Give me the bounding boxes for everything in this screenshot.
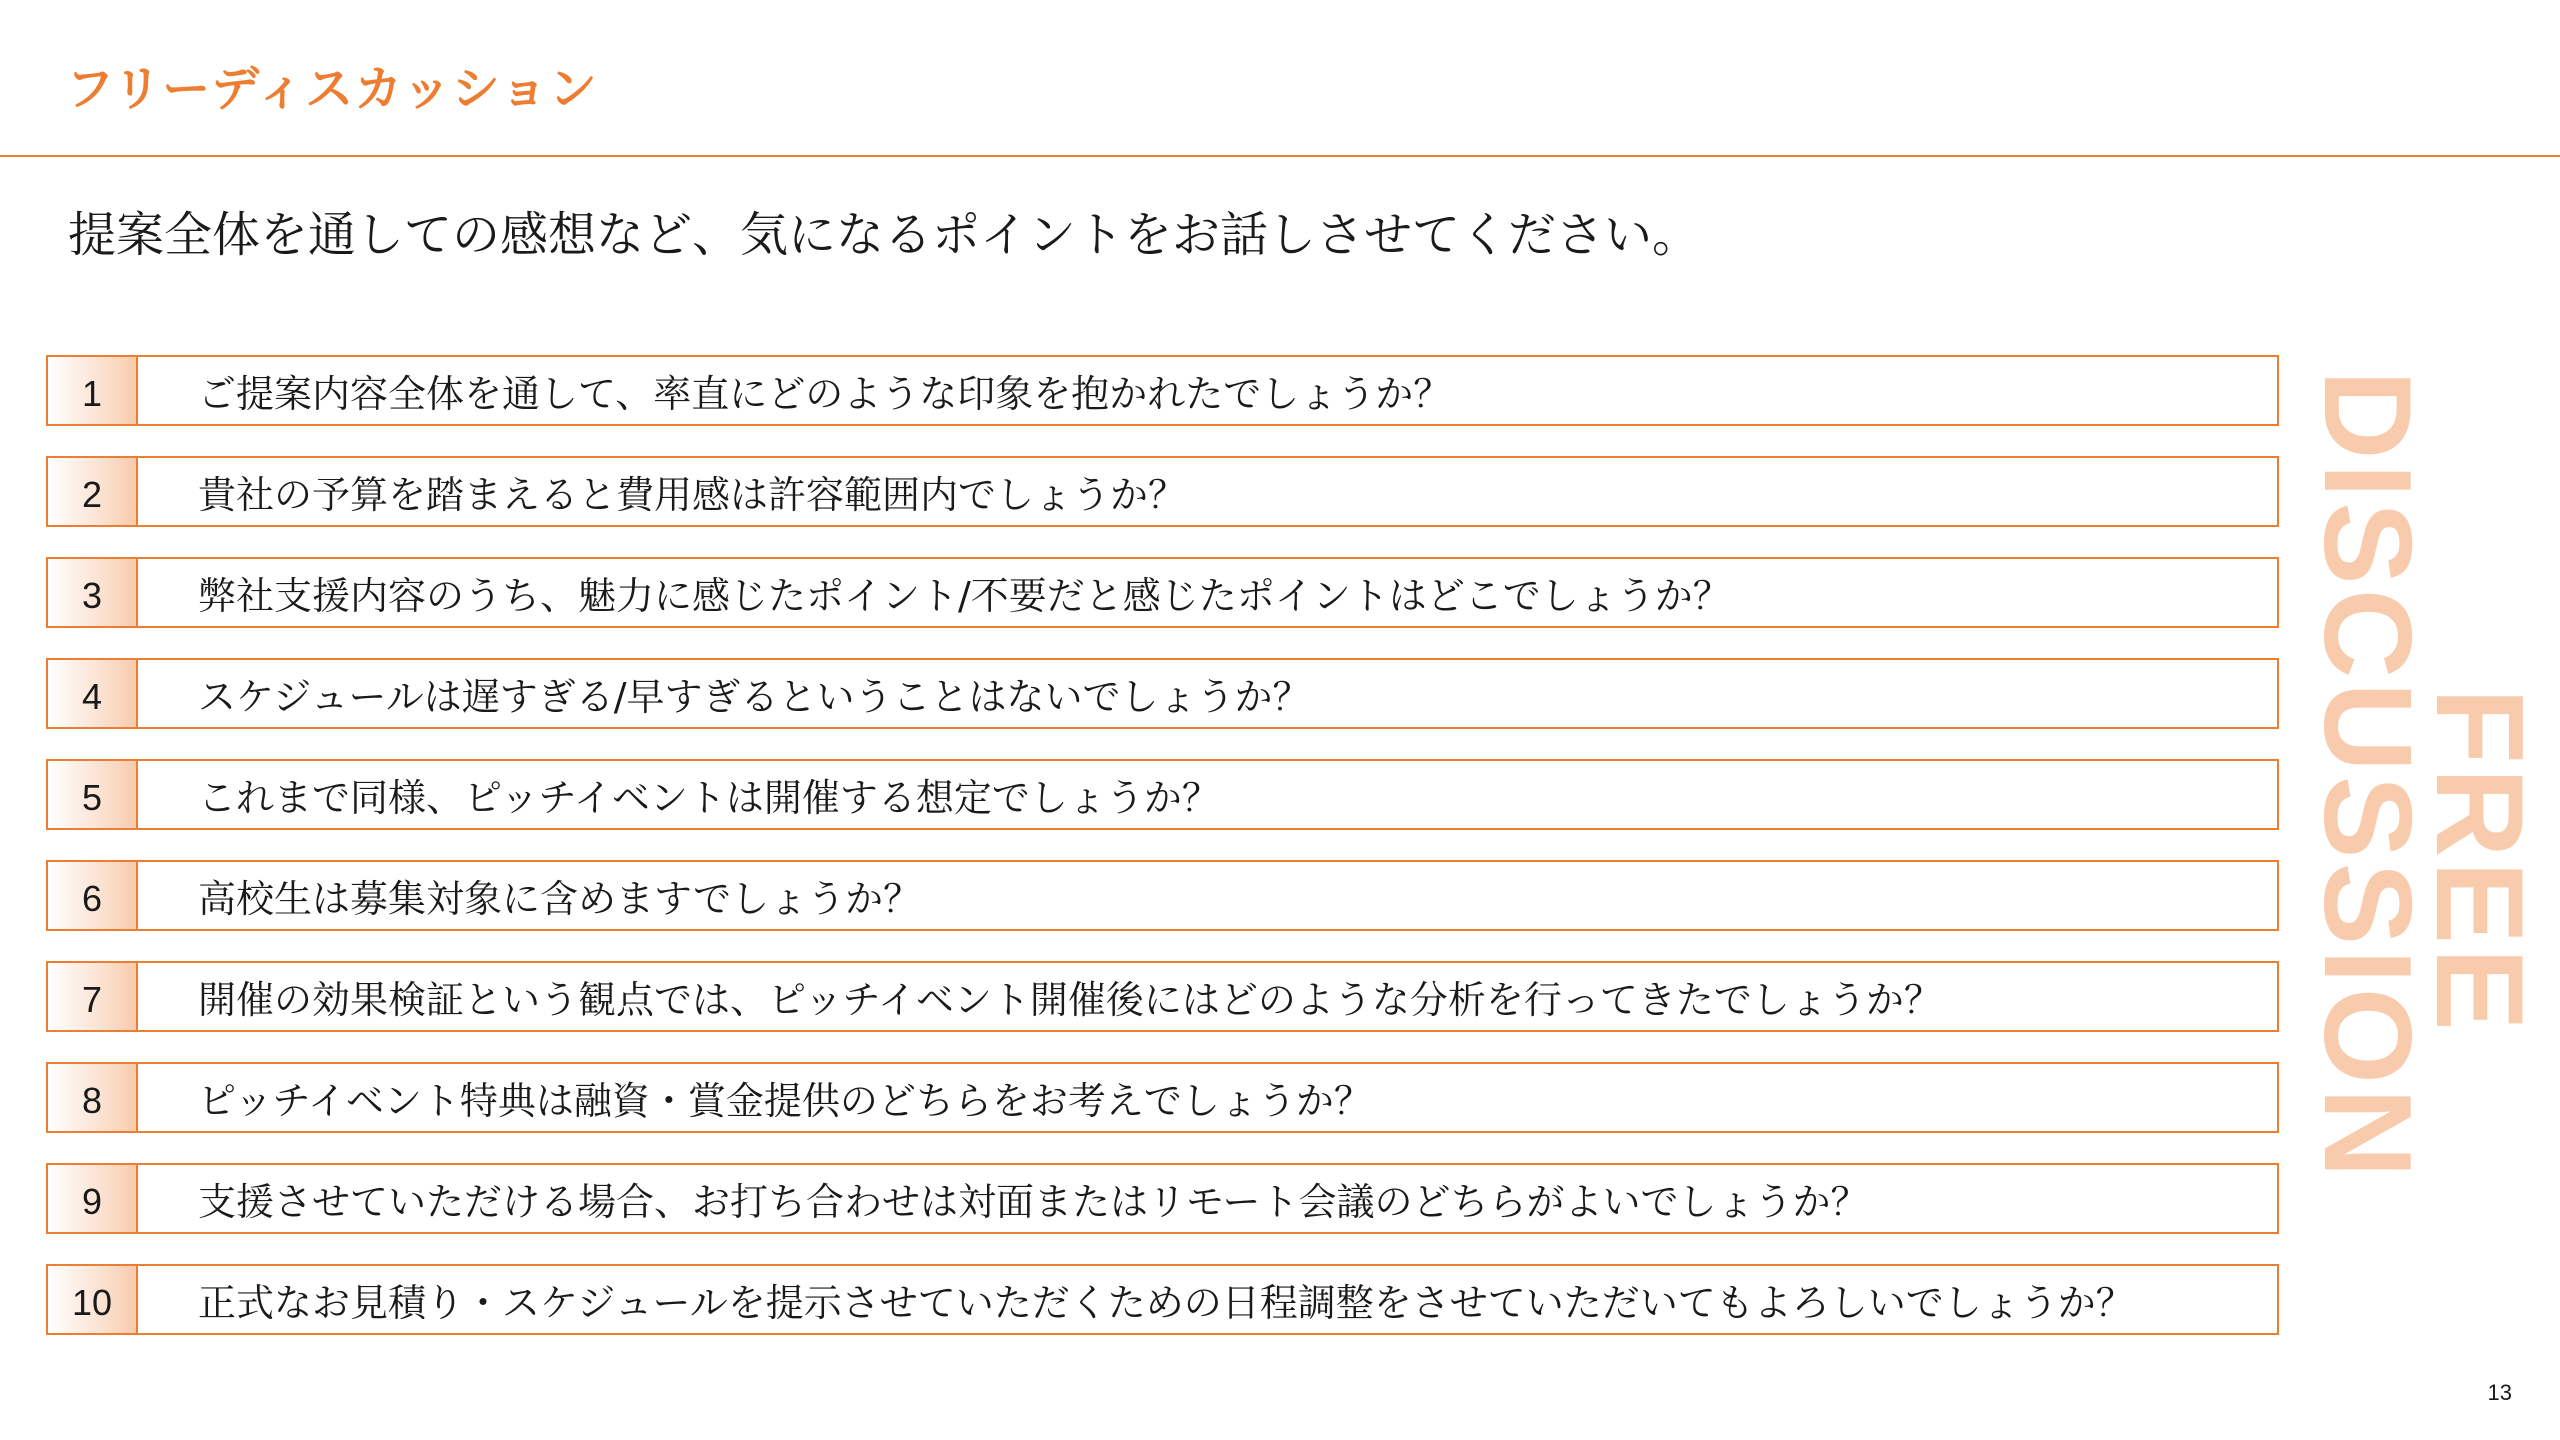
question-number: 1 <box>48 357 138 424</box>
watermark-line-discussion: DISCUSSION <box>2298 370 2436 1182</box>
question-text: これまで同様、ピッチイベントは開催する想定でしょうか？ <box>198 776 1220 820</box>
question-number: 4 <box>48 660 138 727</box>
page-title: フリーディスカッション <box>66 61 598 117</box>
page-number: 13 <box>2487 1380 2512 1405</box>
question-row <box>46 557 2279 628</box>
question-text: ピッチイベント特典は融資・賞金提供のどちらをお考えでしょうか？ <box>198 1079 1372 1123</box>
question-number: 6 <box>48 862 138 929</box>
question-text: 貴社の予算を踏まえると費用感は許容範囲内でしょうか？ <box>198 473 1187 517</box>
question-row <box>46 860 2279 931</box>
question-row <box>46 1062 2279 1133</box>
question-text: 弊社支援内容のうち、魅力に感じたポイント/不要だと感じたポイントはどこでしょうか？ <box>198 574 1731 618</box>
lead-text: 提案全体を通しての感想など、気になるポイントをお話しさせてください。 <box>68 207 1701 263</box>
question-number: 10 <box>48 1266 138 1333</box>
question-number: 2 <box>48 458 138 525</box>
question-row <box>46 1264 2279 1335</box>
question-text: ご提案内容全体を通して、率直にどのような印象を抱かれたでしょうか？ <box>198 372 1452 416</box>
question-number: 7 <box>48 963 138 1030</box>
question-row <box>46 658 2279 729</box>
question-number: 9 <box>48 1165 138 1232</box>
question-text: 高校生は募集対象に含めますでしょうか？ <box>198 877 922 921</box>
question-number: 3 <box>48 559 138 626</box>
question-row <box>46 759 2279 830</box>
question-row <box>46 456 2279 527</box>
question-row <box>46 355 2279 426</box>
free-discussion-watermark <box>2298 370 2550 1330</box>
title-divider <box>0 155 2560 157</box>
question-number: 8 <box>48 1064 138 1131</box>
watermark-line-free: FREE <box>2410 688 2548 1035</box>
question-row <box>46 961 2279 1032</box>
question-text: 支援させていただける場合、お打ち合わせは対面またはリモート会議のどちらがよいでしょうか？ <box>198 1180 1869 1224</box>
question-row <box>46 1163 2279 1234</box>
question-text: 開催の効果検証という観点では、ピッチイベント開催後にはどのような分析を行ってきたでしょうか？ <box>198 978 1942 1022</box>
question-text: スケジュールは遅すぎる/早すぎるということはないでしょうか？ <box>198 675 1311 719</box>
question-number: 5 <box>48 761 138 828</box>
question-text: 正式なお見積り・スケジュールを提示させていただくための日程調整をさせていただいてもよろしいでしょうか？ <box>198 1281 2134 1325</box>
